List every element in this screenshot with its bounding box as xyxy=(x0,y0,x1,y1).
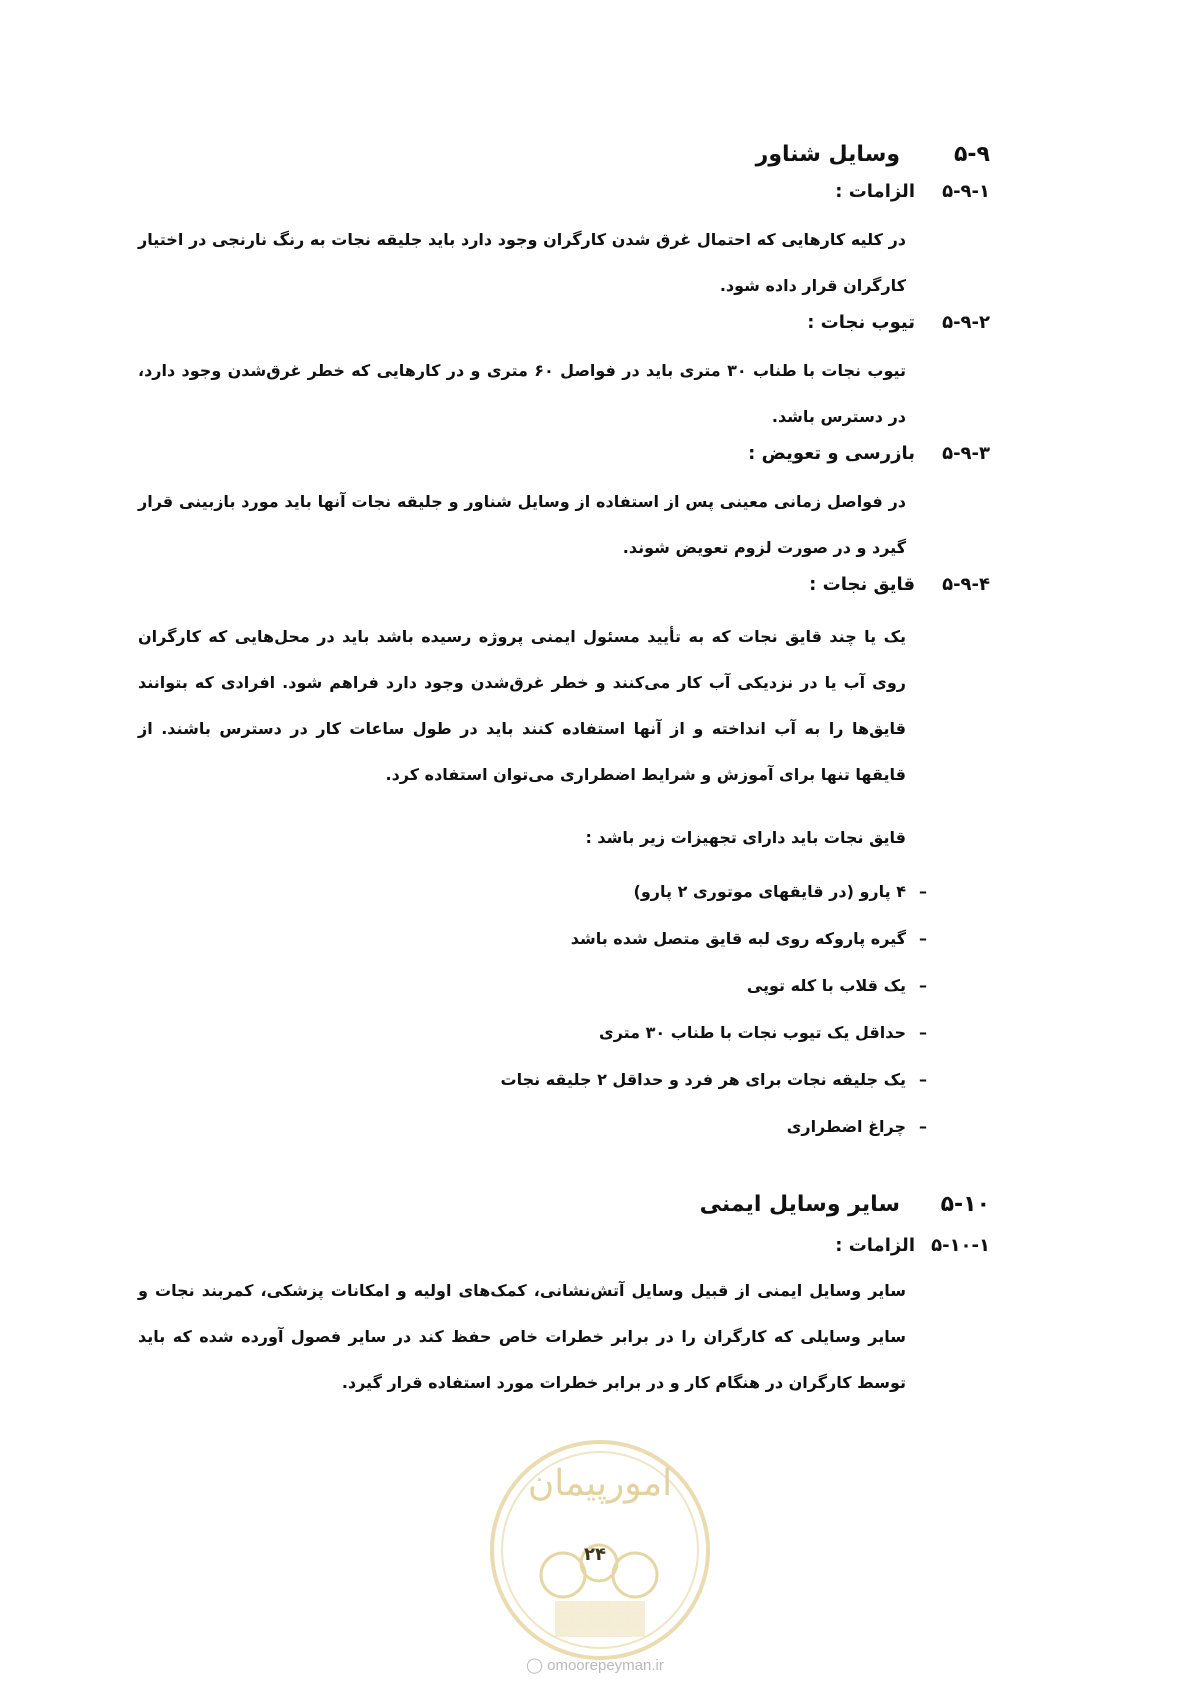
subsection-number: ۵-۹-۴ xyxy=(942,574,990,595)
subsection-title: بازرسی و تعویض : xyxy=(748,443,915,464)
paragraph: تیوب نجات با طناب ۳۰ متری باید در فواصل ۶۰ متری و در کارهایی که خطر غرق‌شدن وجود دارد، در دسترس باشد. xyxy=(138,361,907,426)
subsection-heading xyxy=(807,312,990,333)
list-dash: – xyxy=(919,882,927,901)
section-title: سایر وسایل ایمنی xyxy=(699,1192,900,1217)
paragraph: سایر وسایل ایمنی از قبیل وسایل آتش‌نشانی، کمک‌های اولیه و امکانات پزشکی، کمربند نجات و سایر وسایلی که کارگران را در برابر خطرات خاص حفظ کند در سایر فصول آورده شده که باید توسط کارگران در هنگام کار و در برابر خطرات مورد استفاده قرار گیرد. xyxy=(138,1281,906,1392)
list-item: –۴ پارو (در قایقهای موتوری ۲ پارو) xyxy=(501,868,941,915)
watermark-logo-text: امورپیمان xyxy=(527,1463,673,1504)
subsection-number: ۵-۹-۲ xyxy=(942,312,990,333)
list-item: –حداقل یک تیوب نجات با طناب ۳۰ متری xyxy=(501,1009,941,1056)
section-number: ۵-۹ xyxy=(954,142,990,167)
list-item: –چراغ اضطراری xyxy=(501,1103,941,1150)
list-dash: – xyxy=(919,976,927,995)
equipment-list xyxy=(501,868,941,1150)
subsection-heading xyxy=(835,1235,990,1256)
list-dash: – xyxy=(919,1070,927,1089)
section-heading xyxy=(700,1192,990,1217)
paragraph: یک یا چند قایق نجات که به تأیید مسئول ایمنی پروژه رسیده باشد باید در محل‌هایی که کارگران روی آب یا در نزدیکی آب کار می‌کنند و خطر غرق‌شدن وجود دارد فراهم شود. افرادی که بتوانند قایق‌ها را به آب انداخته و از آنها استفاده کنند باید در طول ساعات کار در دسترس باشند. از قایقها تنها برای آموزش و شرایط اضطراری می‌توان استفاده کرد. xyxy=(138,627,906,784)
subsection-heading xyxy=(748,443,990,464)
section-heading xyxy=(756,142,990,167)
list-item: –یک جلیقه نجات برای هر فرد و حداقل ۲ جلیقه نجات xyxy=(501,1056,941,1103)
section-number: ۵-۱۰ xyxy=(940,1192,990,1217)
globe-icon: ◯ xyxy=(526,1657,543,1674)
list-dash: – xyxy=(919,1117,927,1136)
subsection-title: تیوب نجات : xyxy=(807,312,915,333)
subsection-title: قایق نجات : xyxy=(809,574,915,595)
paragraph: در فواصل زمانی معینی پس از استفاده از وسایل شناور و جلیقه نجات آنها باید مورد بازبینی قرار گیرد و در صورت لزوم تعویض شوند. xyxy=(138,492,906,557)
list-dash: – xyxy=(919,1023,927,1042)
watermark-website: ◯ omoorepeyman.ir xyxy=(526,1657,664,1674)
list-dash: – xyxy=(919,929,927,948)
list-item: –گیره پاروکه روی لبه قایق متصل شده باشد xyxy=(501,915,941,962)
subsection-heading xyxy=(809,574,990,595)
page-number: ۲۴ xyxy=(584,1544,606,1565)
equipment-intro: قایق نجات باید دارای تجهیزات زیر باشد : xyxy=(585,828,906,847)
subsection-title: الزامات : xyxy=(835,1235,915,1256)
subsection-heading xyxy=(835,181,990,202)
subsection-title: الزامات : xyxy=(835,181,915,202)
list-item: –یک قلاب با کله توپی xyxy=(501,962,941,1009)
subsection-number: ۵-۱۰-۱ xyxy=(931,1235,990,1256)
paragraph: در کلیه کارهایی که احتمال غرق شدن کارگران وجود دارد باید جلیقه نجات به رنگ نارنجی در اختیار کارگران قرار داده شود. xyxy=(138,230,906,295)
section-title: وسایل شناور xyxy=(755,142,900,167)
subsection-number: ۵-۹-۳ xyxy=(942,443,990,464)
subsection-number: ۵-۹-۱ xyxy=(942,181,990,202)
